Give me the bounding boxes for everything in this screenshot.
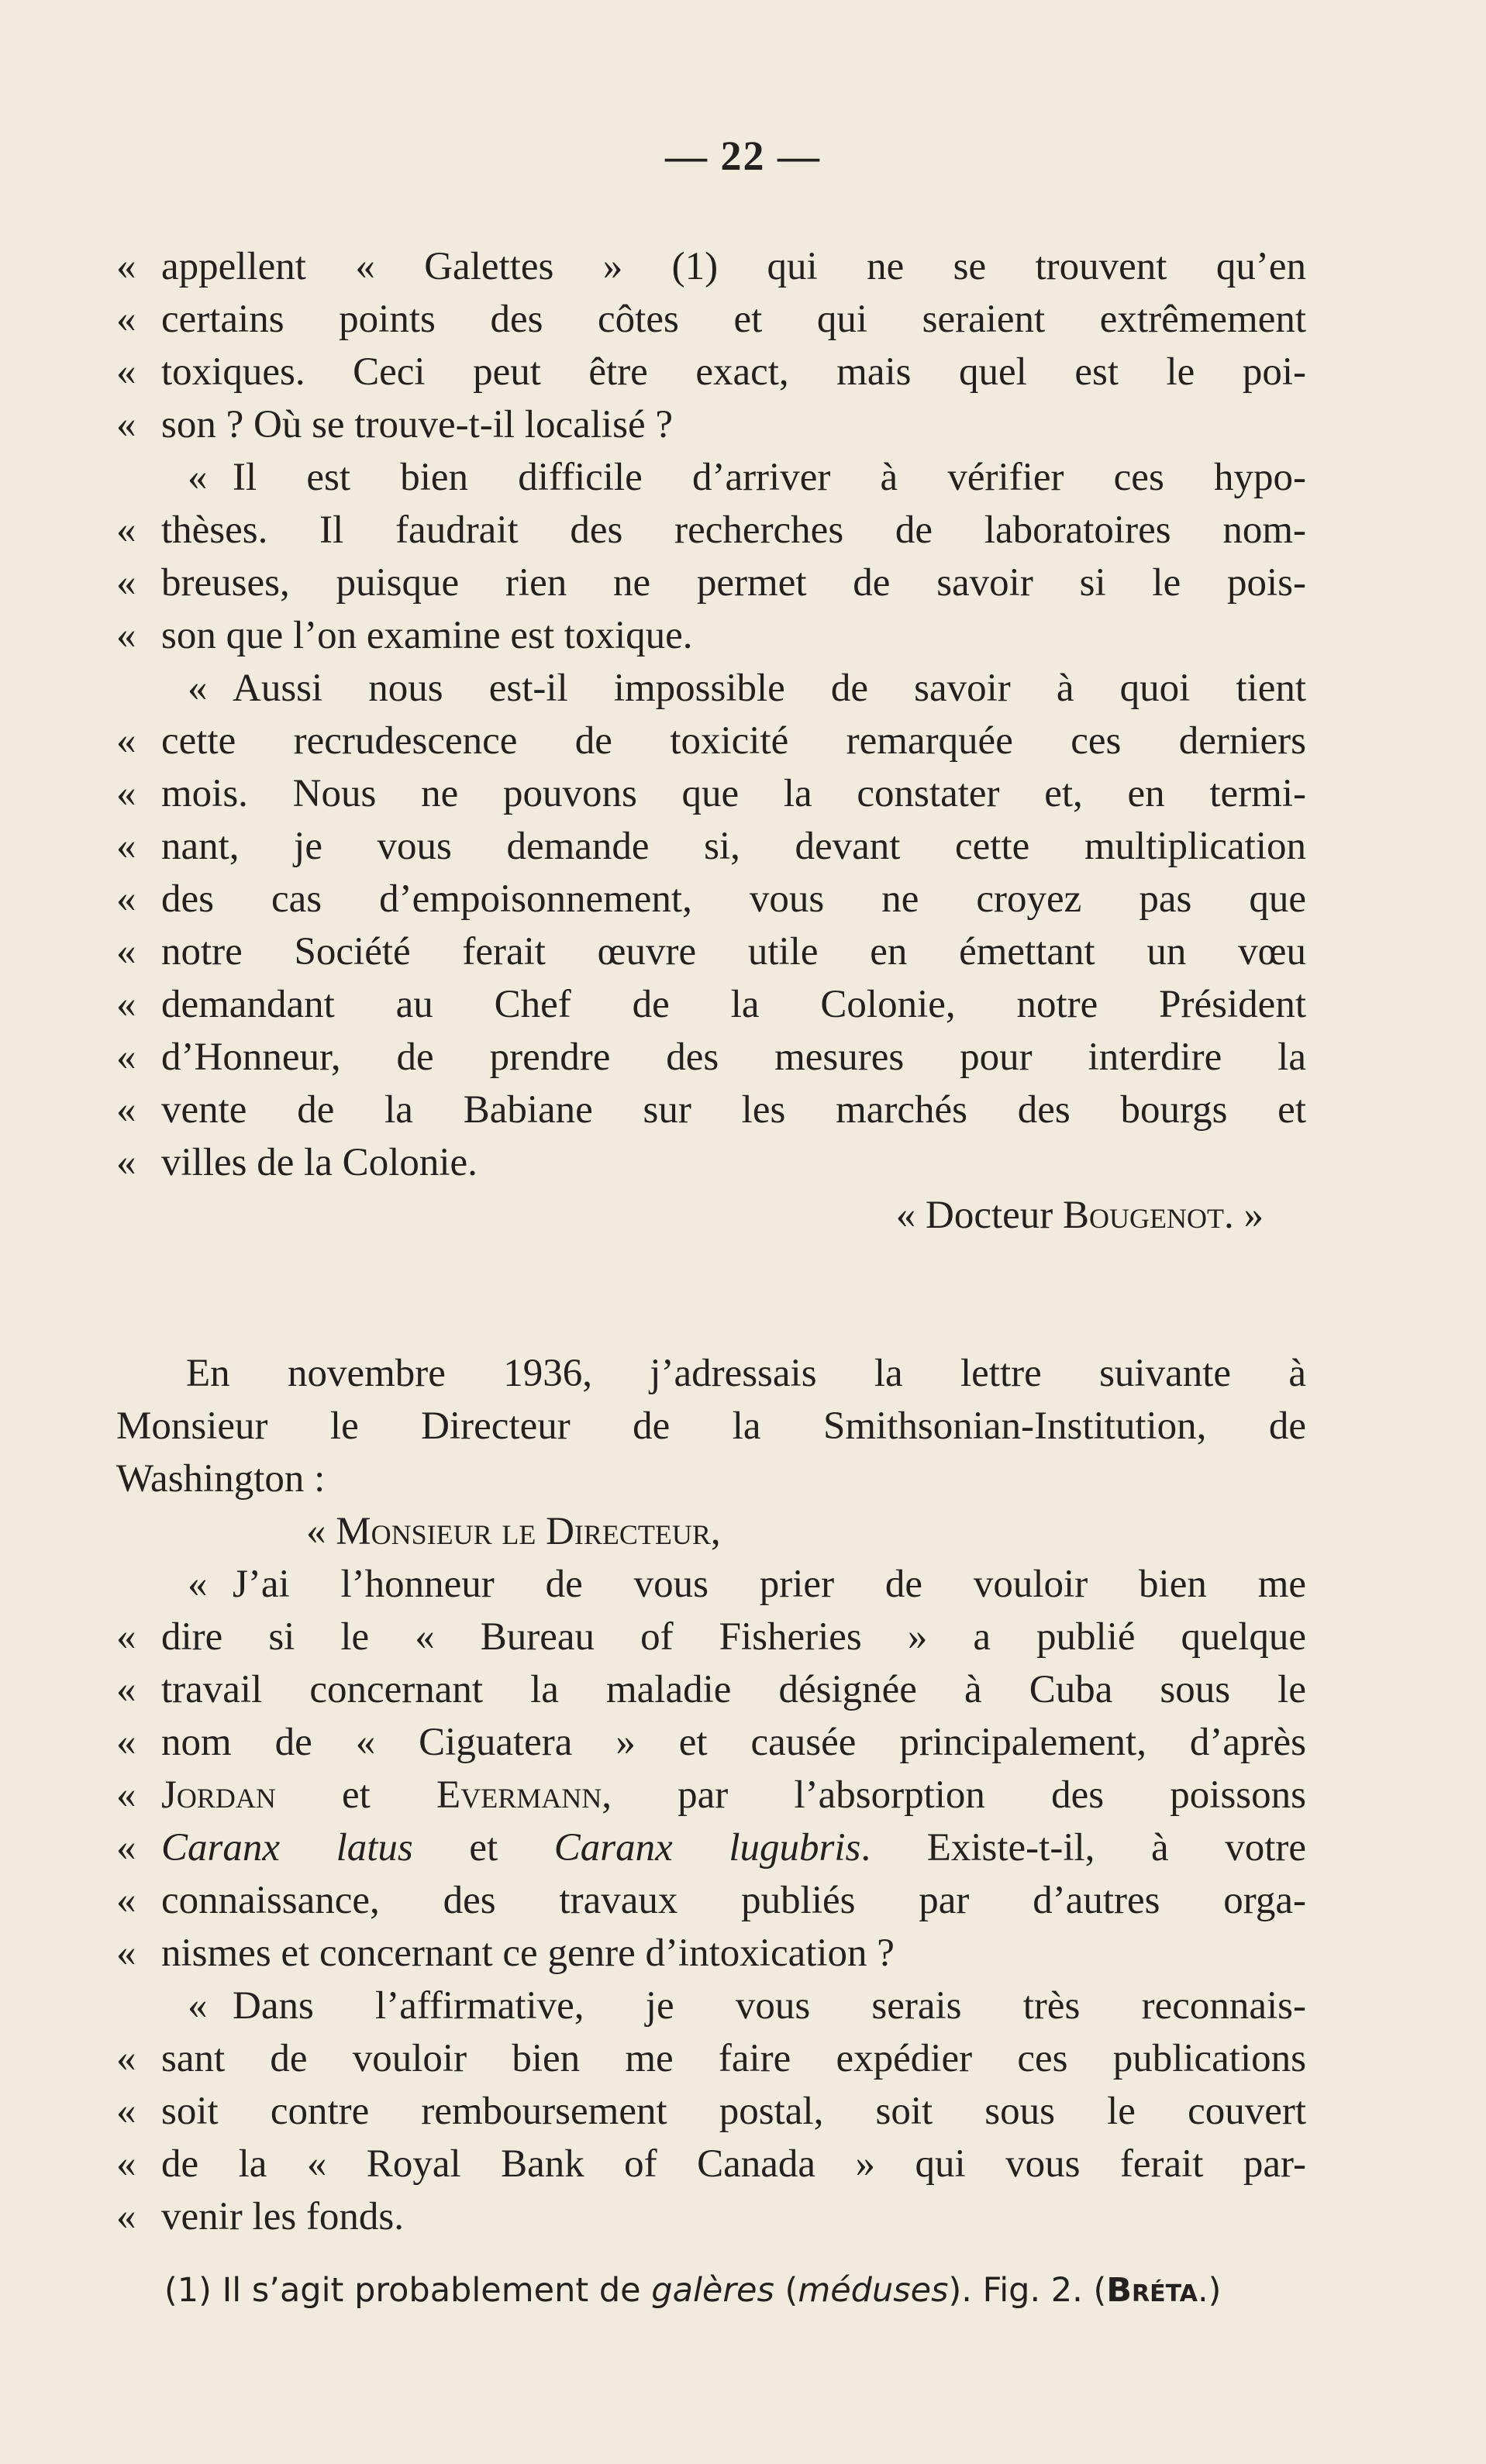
species-name: Caranx latus xyxy=(161,1826,413,1870)
quote-mark: « xyxy=(116,1088,136,1132)
text-line: « toxiques. Ceci peut être exact, mais quel est le poi- xyxy=(116,346,1306,398)
text-line: « thèses. Il faudrait des recherches de laboratoires nom- xyxy=(116,504,1306,557)
text-line: « vente de la Babiane sur les marchés des bourgs et xyxy=(116,1084,1306,1136)
text-line: « mois. Nous ne pouvons que la constater et, en termi- xyxy=(116,767,1306,820)
quote-mark: « xyxy=(116,1826,136,1870)
species-name: Caranx lugubris xyxy=(553,1826,861,1870)
text-line: Monsieur le Directeur de la Smithsonian-Institution, de xyxy=(116,1404,1306,1448)
quote-mark: « xyxy=(188,1563,208,1606)
quote-mark: « xyxy=(116,561,136,605)
text-line: « cette recrudescence de toxicité remarquée ces derniers xyxy=(116,715,1306,767)
text-line: « Il est bien difficile d’arriver à vérifier ces hypo- xyxy=(116,451,1306,504)
quote-mark: « xyxy=(116,2037,136,2080)
footnote-term: méduses xyxy=(798,2271,949,2310)
text-line: Washington : xyxy=(116,1457,326,1501)
text-line: « certains points des côtes et qui seraient extrêmement xyxy=(116,293,1306,346)
text-line: « venir les fonds. xyxy=(116,2190,1306,2243)
quote-mark: « xyxy=(116,2090,136,2133)
quote-mark: « xyxy=(116,877,136,921)
page-number: — 22 — xyxy=(665,133,821,179)
text-line: « Aussi nous est-il impossible de savoir à quoi tient xyxy=(116,662,1306,715)
text-line: « son ? Où se trouve-t-il localisé ? xyxy=(116,398,1306,451)
quote-mark: « xyxy=(188,667,208,710)
quote-mark: « xyxy=(116,508,136,552)
quote-mark: « xyxy=(116,350,136,394)
text-line: « des cas d’empoisonnement, vous ne croyez pas que xyxy=(116,873,1306,925)
text-line: « appellent « Galettes » (1) qui ne se trouvent qu’en xyxy=(116,240,1306,293)
quote-mark: « xyxy=(116,2142,136,2186)
quote-mark: « xyxy=(116,1668,136,1711)
letter-section xyxy=(116,1347,1306,2243)
quote-mark: « xyxy=(116,1615,136,1659)
text-line: « sant de vouloir bien me faire expédier ces publications xyxy=(116,2032,1306,2085)
quoted-passage xyxy=(116,240,1306,1242)
text-line: « nom de « Ciguatera » et causée principalement, d’après xyxy=(116,1716,1306,1769)
quote-mark: « xyxy=(188,456,208,499)
quote-mark: « xyxy=(116,1932,136,1975)
quote-mark: « xyxy=(116,245,136,288)
text-line: « connaissance, des travaux publiés par d’autres orga- xyxy=(116,1874,1306,1927)
quote-mark: « xyxy=(116,298,136,341)
text-line: « nant, je vous demande si, devant cette multiplication xyxy=(116,820,1306,873)
text-line: « J’ai l’honneur de vous prier de vouloir bien me xyxy=(116,1558,1306,1611)
quote-mark: « xyxy=(116,1036,136,1079)
quote-mark: « xyxy=(116,1773,136,1817)
footnote-author: Bréta xyxy=(1106,2271,1198,2310)
text-line: « demandant au Chef de la Colonie, notre Président xyxy=(116,978,1306,1031)
author-name: Jordan xyxy=(161,1773,276,1817)
footnote: (1) Il s’agit probablement de galères (méduses). Fig. 2. (Bréta.) xyxy=(164,2271,1222,2310)
text-line: « villes de la Colonie. xyxy=(116,1136,1306,1189)
author-name: Evermann xyxy=(436,1773,602,1817)
signature-name: Bougenot xyxy=(1063,1194,1224,1237)
quote-mark: « xyxy=(116,614,136,657)
footnote-term: galères xyxy=(651,2271,774,2310)
text-line: « Jordan et Evermann, par l’absorption des poissons xyxy=(116,1769,1306,1821)
text-line: « breuses, puisque rien ne permet de savoir si le pois- xyxy=(116,557,1306,609)
quote-mark: « xyxy=(116,1879,136,1922)
quote-mark: « xyxy=(116,403,136,446)
text-line: « dire si le « Bureau of Fisheries » a publié quelque xyxy=(116,1611,1306,1663)
quote-mark: « xyxy=(116,719,136,763)
text-line: « soit contre remboursement postal, soit sous le couvert xyxy=(116,2085,1306,2138)
quote-mark: « xyxy=(116,983,136,1026)
quote-mark: « xyxy=(116,772,136,815)
text-line: « d’Honneur, de prendre des mesures pour interdire la xyxy=(116,1031,1306,1084)
text-line: « nismes et concernant ce genre d’intoxication ? xyxy=(116,1927,1306,1980)
quote-mark: « xyxy=(116,825,136,868)
quote-mark: « xyxy=(116,1721,136,1764)
quote-mark: « xyxy=(116,2195,136,2238)
text-line: « Dans l’affirmative, je vous serais très reconnais- xyxy=(116,1980,1306,2032)
text-line: En novembre 1936, j’adressais la lettre suivante à xyxy=(186,1352,1306,1395)
quote-mark: « xyxy=(116,1141,136,1184)
text-line: « de la « Royal Bank of Canada » qui vous ferait par- xyxy=(116,2138,1306,2190)
text-line: « notre Société ferait œuvre utile en émettant un vœu xyxy=(116,925,1306,978)
text-line: « Caranx latus et Caranx lugubris. Existe-t-il, à votre xyxy=(116,1821,1306,1874)
signature: « Docteur Bougenot. » xyxy=(895,1194,1264,1237)
quote-mark: « xyxy=(116,930,136,974)
quote-mark: « xyxy=(188,1984,208,2028)
letter-salutation: « Monsieur le Directeur, xyxy=(306,1510,721,1553)
text-line: « son que l’on examine est toxique. xyxy=(116,609,1306,662)
text-line: « travail concernant la maladie désignée à Cuba sous le xyxy=(116,1663,1306,1716)
